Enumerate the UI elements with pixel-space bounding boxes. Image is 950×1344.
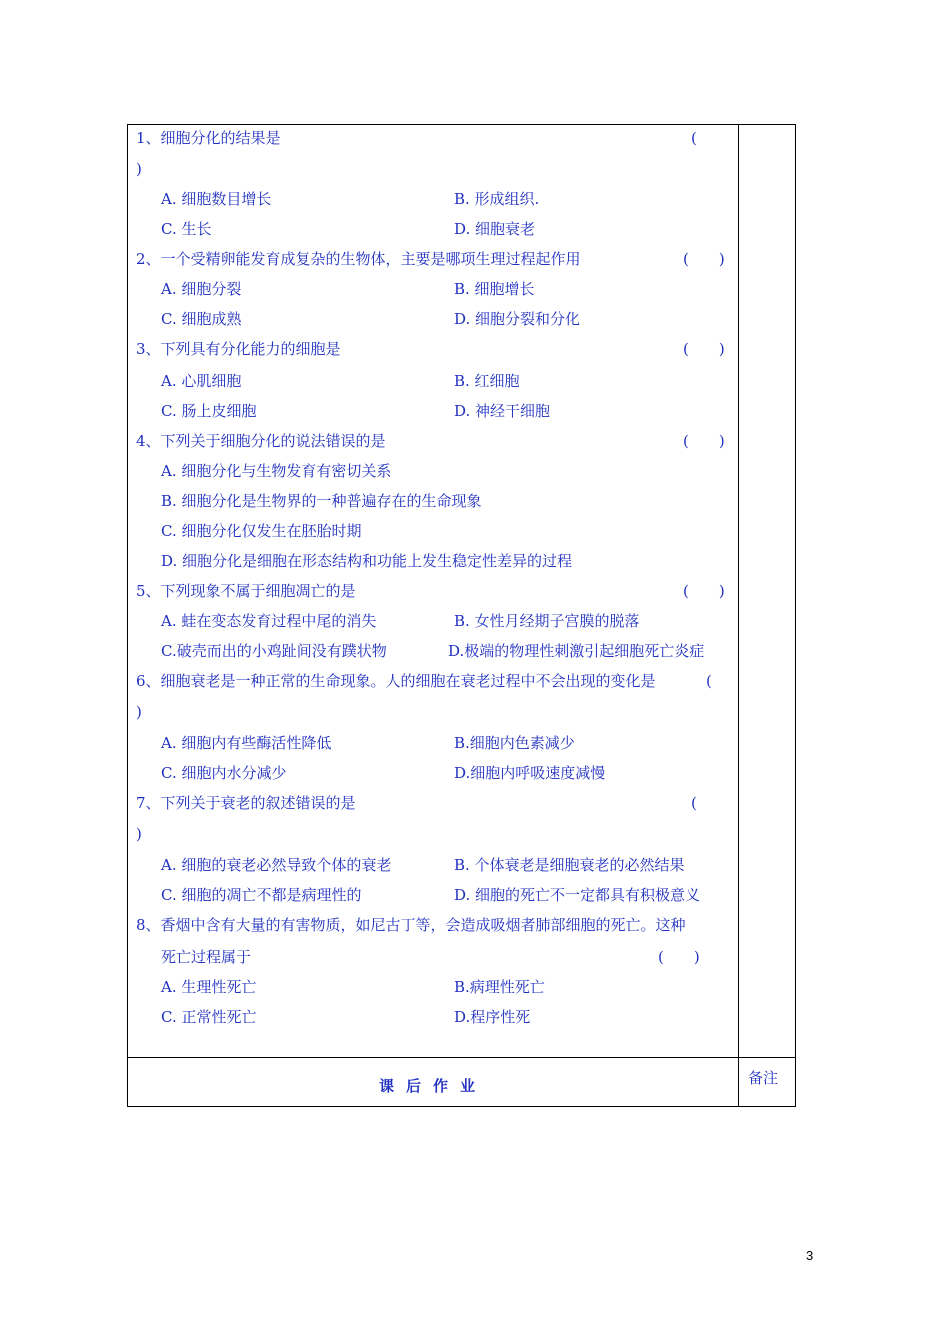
question-6-option-d: D.细胞内呼吸速度减慢 — [454, 764, 606, 782]
question-7-option-d: D. 细胞的死亡不一定都具有积极意义 — [454, 886, 701, 904]
question-5-stem: 5、下列现象不属于细胞凋亡的是 — [136, 582, 356, 600]
question-2-option-b: B. 细胞增长 — [454, 280, 535, 298]
row-divider — [128, 1057, 795, 1058]
question-1-stem: 1、细胞分化的结果是 — [136, 129, 281, 147]
question-7-option-a: A. 细胞的衰老必然导致个体的衰老 — [161, 856, 392, 874]
remarks-label: 备注 — [748, 1069, 779, 1087]
question-8-option-a: A. 生理性死亡 — [161, 978, 257, 996]
question-8-stem: 8、香烟中含有大量的有害物质，如尼古丁等，会造成吸烟者肺部细胞的死亡。这种 — [136, 916, 686, 934]
question-7-option-b: B. 个体衰老是细胞衰老的必然结果 — [454, 856, 685, 874]
page-number: 3 — [806, 1248, 814, 1263]
question-1-option-c: C. 生长 — [161, 220, 212, 238]
question-1-paren-open: ( — [691, 129, 697, 147]
question-6-option-b: B.细胞内色素减少 — [454, 734, 575, 752]
question-6-option-c: C. 细胞内水分减少 — [161, 764, 287, 782]
question-3-option-c: C. 肠上皮细胞 — [161, 402, 257, 420]
question-4-option-a: A. 细胞分化与生物发育有密切关系 — [161, 462, 392, 480]
question-1-option-d: D. 细胞衰老 — [454, 220, 536, 238]
question-1-paren-close: ) — [136, 160, 142, 178]
question-2-stem: 2、一个受精卵能发育成复杂的生物体，主要是哪项生理过程起作用 — [136, 250, 581, 268]
question-2-option-a: A. 细胞分裂 — [161, 280, 242, 298]
section-title-homework: 课后作业 — [378, 1077, 487, 1095]
question-8-option-d: D.程序性死 — [454, 1008, 531, 1026]
question-4-paren: ( ) — [683, 432, 725, 450]
question-7-stem: 7、下列关于衰老的叙述错误的是 — [136, 794, 356, 812]
question-5-option-d: D.极端的物理性刺激引起细胞死亡炎症 — [448, 642, 705, 660]
question-5-option-b: B. 女性月经期子宫膜的脱落 — [454, 612, 640, 630]
question-8-paren: ( ) — [658, 948, 700, 966]
question-4-option-d: D. 细胞分化是细胞在形态结构和功能上发生稳定性差异的过程 — [161, 552, 573, 570]
question-5-option-a: A. 蛙在变态发育过程中尾的消失 — [161, 612, 377, 630]
question-4-option-b: B. 细胞分化是生物界的一种普遍存在的生命现象 — [161, 492, 482, 510]
column-divider — [738, 125, 739, 1106]
question-8-option-b: B.病理性死亡 — [454, 978, 545, 996]
question-3-option-a: A. 心肌细胞 — [161, 372, 242, 390]
question-6-option-a: A. 细胞内有些酶活性降低 — [161, 734, 332, 752]
question-6-paren-close: ) — [136, 703, 142, 721]
question-6-stem: 6、细胞衰老是一种正常的生命现象。人的细胞在衰老过程中不会出现的变化是 — [136, 672, 656, 690]
question-8-stem-continued: 死亡过程属于 — [161, 948, 252, 966]
question-6-paren-open: ( — [706, 672, 712, 690]
question-3-stem: 3、下列具有分化能力的细胞是 — [136, 340, 341, 358]
question-7-paren-close: ) — [136, 825, 142, 843]
question-1-option-b: B. 形成组织. — [454, 190, 540, 208]
question-3-option-d: D. 神经干细胞 — [454, 402, 551, 420]
question-2-option-d: D. 细胞分裂和分化 — [454, 310, 581, 328]
question-1-option-a: A. 细胞数目增长 — [161, 190, 272, 208]
question-5-paren: ( ) — [683, 582, 725, 600]
question-4-stem: 4、下列关于细胞分化的说法错误的是 — [136, 432, 386, 450]
question-7-option-c: C. 细胞的凋亡不都是病理性的 — [161, 886, 362, 904]
worksheet-table — [127, 124, 796, 1107]
question-3-option-b: B. 红细胞 — [454, 372, 520, 390]
question-5-option-c: C.破壳而出的小鸡趾间没有蹼状物 — [161, 642, 387, 660]
question-8-option-c: C. 正常性死亡 — [161, 1008, 257, 1026]
question-4-option-c: C. 细胞分化仅发生在胚胎时期 — [161, 522, 362, 540]
question-2-option-c: C. 细胞成熟 — [161, 310, 242, 328]
question-7-paren-open: ( — [691, 794, 697, 812]
question-2-paren: ( ) — [683, 250, 725, 268]
question-3-paren: ( ) — [683, 340, 725, 358]
